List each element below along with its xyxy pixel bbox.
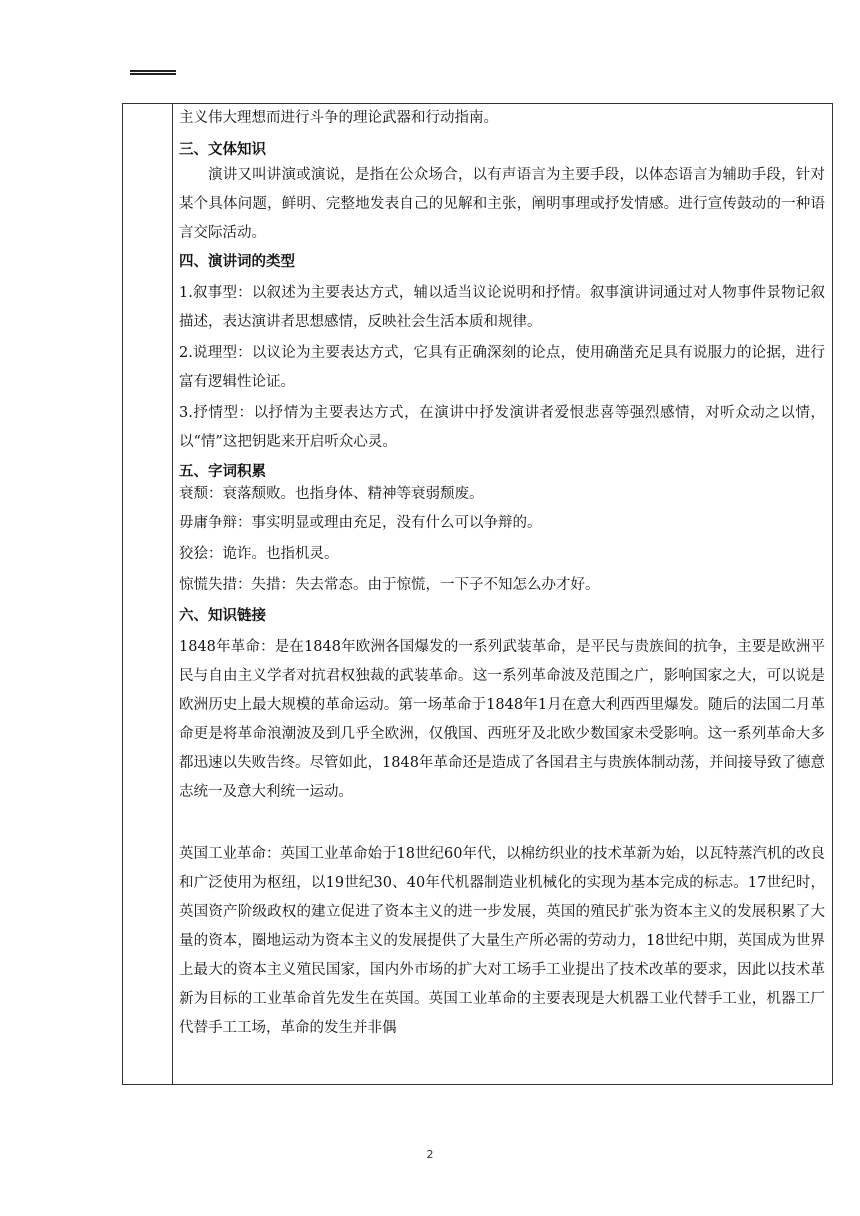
vocabulary-item: 狡狯：诡诈。也指机灵。 <box>179 546 339 562</box>
vocabulary-item: 惊慌失措：失措：失去常态。由于惊慌，一下子不知怎么办才好。 <box>179 577 600 593</box>
page-number: 2 <box>426 1148 434 1161</box>
knowledge-link-industrial-revolution: 英国工业革命：英国工业革命始于18世纪60年代，以棉纺织业的技术革新为始，以瓦特蒸汽机的改良和广泛使用为枢纽，以19世纪30、40年代机器制造业机械化的实现为基本完成的标志。17世纪时，英国资产阶级政权的建立促进了资本主义的进一步发展，英国的殖民扩张为资本主义的发展积累了大量的资本，圈地运动为资本主义的发展提供了大量生产所必需的劳动力，18世纪中期，英国成为世界上最大的资本主义殖民国家，国内外市场的扩大对工场手工业提出了技术改革的要求，因此以技术革新为目标的工业革命首先发生在英国。英国工业革命的主要表现是大机器工业代替手工业，机器工厂代替手工工场，革命的发生并非偶 <box>179 846 825 1036</box>
section-heading-vocabulary: 五、字词积累 <box>179 464 266 480</box>
knowledge-link-1848: 1848年革命：是在1848年欧洲各国爆发的一系列武装革命，是平民与贵族间的抗争，主要是欧洲平民与自由主义学者对抗君权独裁的武装革命。这一系列革命波及范围之广，影响国家之大，可以说是欧洲历史上最大规模的革命运动。第一场革命于1848年1月在意大利西西里爆发。随后的法国二月革命更是将革命浪潮波及到几乎全欧洲，仅俄国、西班牙及北欧少数国家未受影响。这一系列革命大多都迅速以失败告终。尽管如此，1848年革命还是造成了各国君主与贵族体制动荡，并间接导致了德意志统一及意大利统一运动。 <box>179 639 825 800</box>
speech-type-item: 1.叙事型：以叙述为主要表达方式，辅以适当议论说明和抒情。叙事演讲词通过对人物事件景物记叙描述，表达演讲者思想感情，反映社会生活本质和规律。 <box>179 285 825 330</box>
vocabulary-item: 衰颓：衰落颓败。也指身体、精神等衰弱颓废。 <box>179 486 484 502</box>
genre-paragraph: 演讲又叫讲演或演说，是指在公众场合，以有声语言为主要手段，以体态语言为辅助手段，针对某个具体问题，鲜明、完整地发表自己的见解和主张，阐明事理或抒发情感。进行宣传鼓动的一种语言交际活动。 <box>179 167 825 241</box>
section-heading-knowledge-links: 六、知识链接 <box>179 608 266 624</box>
vocabulary-item: 毋庸争辩：事实明显或理由充足，没有什么可以争辩的。 <box>179 515 542 531</box>
header-rule <box>130 70 176 75</box>
continuation-text: 主义伟大理想而进行斗争的理论武器和行动指南。 <box>179 110 498 126</box>
table-column-divider <box>172 103 173 1085</box>
section-heading-speech-types: 四、演讲词的类型 <box>179 254 295 270</box>
section-heading-genre: 三、文体知识 <box>179 142 266 158</box>
speech-type-item: 3.抒情型：以抒情为主要表达方式，在演讲中抒发演讲者爱恨悲喜等强烈感情，对听众动之以情，以“情”这把钥匙来开启听众心灵。 <box>179 405 825 450</box>
blank-line <box>179 807 825 836</box>
table-content-cell <box>179 104 825 1082</box>
speech-type-item: 2.说理型：以议论为主要表达方式，它具有正确深刻的论点，使用确凿充足具有说服力的论据，进行富有逻辑性论证。 <box>179 345 825 390</box>
